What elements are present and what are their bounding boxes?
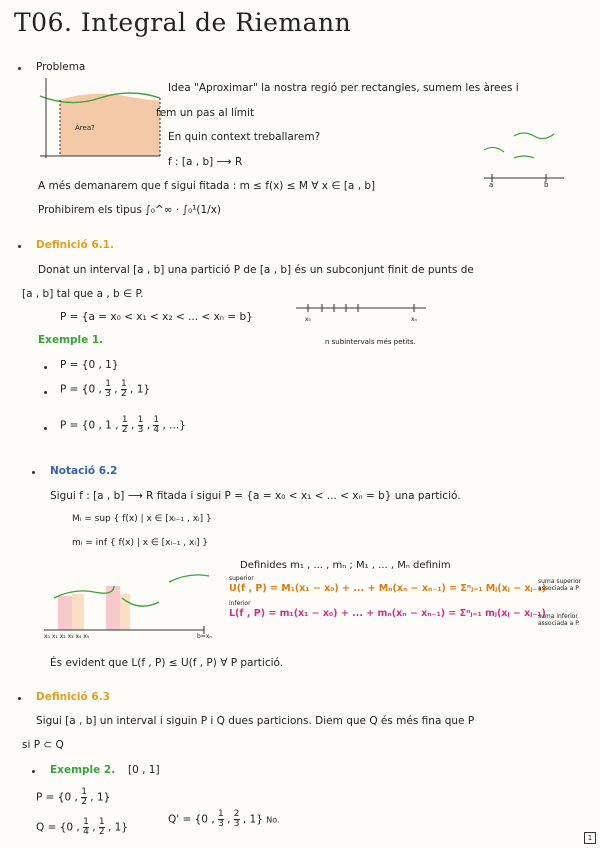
def61-heading: Definició 6.1. — [36, 239, 114, 251]
item2-tail: , 1} — [130, 383, 151, 396]
item3-prefix: P = {0 , 1 , — [60, 419, 119, 432]
fraction: $\frac{1}{3}$ — [105, 379, 111, 399]
problema-text4: A més demanarem que f sigui fitada : m ≤ f(x) ≤ M ∀ x ∈ [a , b] — [38, 180, 376, 192]
problema-heading: Problema — [36, 61, 86, 73]
partition-axis — [296, 300, 426, 322]
problema-text2: fem un pas al límit — [156, 107, 255, 119]
exemple2-P: P = {0 , $\frac{1}{2}$ , 1} — [36, 787, 111, 807]
exemple1-item1: P = {0 , 1} — [60, 359, 119, 371]
line-b-label: b — [544, 181, 549, 189]
line-a-label: a — [489, 181, 494, 189]
def61-formula: P = {a = x₀ < x₁ < x₂ < ... < xₙ = b} — [60, 311, 253, 323]
riemann-sum-graph — [44, 568, 214, 640]
exemple2-Q: Q = {0 , $\frac{1}{4}$ , $\frac{1}{2}$ , 1} — [36, 817, 128, 837]
fraction: $\frac{1}{4}$ — [153, 415, 160, 435]
def63-heading: Definició 6.3 — [36, 691, 110, 703]
item2-prefix: P = {0 , — [60, 383, 102, 396]
q2-note: No. — [266, 815, 280, 825]
exemple2-heading: Exemple 2. — [50, 764, 116, 776]
def61-note: n subintervals més petits. — [325, 338, 416, 346]
notacio62-heading: Notació 6.2 — [50, 465, 118, 477]
area-graph — [40, 78, 160, 163]
item3-tail: , ...} — [162, 419, 186, 432]
fraction: $\frac{1}{2}$ — [98, 817, 105, 837]
upper-tag: superior — [229, 575, 254, 582]
mi-definition: mᵢ = inf { f(x) | x ∈ [xᵢ₋₁ , xᵢ] } — [72, 538, 209, 548]
riemann-axis-labels: x₀ x₁ x₂ x₃ x₄ x₅ — [44, 633, 90, 640]
bullet — [18, 245, 21, 248]
problema-text3: En quin context treballarem? — [168, 131, 321, 143]
Mi-definition: Mᵢ = sup { f(x) | x ∈ [xᵢ₋₁ , xᵢ] } — [72, 514, 212, 524]
exemple1-item3: P = {0 , 1 , $\frac{1}{2}$ , $\frac{1}{3}$ , $\frac{1}{4}$ , ...} — [60, 415, 186, 435]
problema-text1: Idea "Aproximar" la nostra regió per rectangles, sumem les àrees i — [168, 82, 519, 94]
def61-text1: Donat un interval [a , b] una partició P de [a , b] és un subconjunt finit de punts de — [38, 264, 474, 276]
fraction: $\frac{1}{2}$ — [121, 415, 128, 435]
bullet — [44, 427, 47, 430]
fraction: $\frac{2}{3}$ — [233, 809, 240, 829]
upper-sum: U(f , P) = M₁(x₁ − x₀) + ... + Mₙ(xₙ − xₙ₋₁) = Σⁿⱼ₌₁ Mⱼ(xⱼ − xⱼ₋₁) — [229, 583, 547, 594]
fraction: $\frac{1}{2}$ — [81, 787, 87, 807]
axis-start-label: x₀ — [305, 316, 311, 323]
def63-text2: si P ⊂ Q — [22, 739, 64, 751]
def61-text2: [a , b] tal que a , b ∈ P. — [22, 288, 144, 300]
axis-end-label: xₙ — [411, 316, 417, 323]
bullet — [18, 697, 21, 700]
bounded-function-sketch — [484, 128, 564, 188]
riemann-axis-end: b=xₙ — [197, 633, 212, 640]
bullet — [18, 67, 21, 70]
evident-text: És evident que L(f , P) ≤ U(f , P) ∀ P partició. — [50, 657, 284, 669]
problema-text5: Prohibirem els tipus ∫₀^∞ · ∫₀¹(1/x) — [38, 204, 222, 216]
upper-note: suma superior associada a P — [538, 578, 582, 592]
notacio62-text1: Sigui f : [a , b] ⟶ R fitada i sigui P = {a = x₀ < x₁ < ... < xₙ = b} una partició. — [50, 490, 461, 502]
definides-text: Definides m₁ , ... , mₙ ; M₁ , ... , Mₙ definim — [240, 560, 451, 571]
lower-tag: inferior — [229, 600, 251, 607]
bullet — [44, 391, 47, 394]
bullet — [32, 471, 35, 474]
fraction: $\frac{1}{4}$ — [83, 817, 89, 837]
area-label: Àrea? — [75, 124, 95, 132]
fraction: $\frac{1}{3}$ — [137, 415, 144, 435]
fraction: $\frac{1}{2}$ — [120, 379, 127, 399]
exemple2-Q2: Q' = {0 , $\frac{1}{3}$ , $\frac{2}{3}$ , 1} No. — [168, 809, 280, 829]
fraction: $\frac{1}{3}$ — [218, 809, 224, 829]
lower-note: suma inferior associada a P. — [538, 613, 580, 627]
page-number: 1 — [584, 832, 596, 844]
bullet — [44, 366, 47, 369]
bullet — [32, 770, 35, 773]
def63-text1: Sigui [a , b] un interval i siguin P i Q dues particions. Diem que Q és més fina que P — [36, 715, 475, 727]
exemple1-item2: P = {0 , $\frac{1}{3}$ , $\frac{1}{2}$ , 1} — [60, 379, 151, 399]
problema-func: f : [a , b] ⟶ R — [168, 156, 243, 168]
exemple1-heading: Exemple 1. — [38, 334, 104, 346]
lower-sum: L(f , P) = m₁(x₁ − x₀) + ... + mₙ(xₙ − xₙ₋₁) = Σⁿⱼ₌₁ mⱼ(xⱼ − xⱼ₋₁) — [229, 608, 546, 619]
page-title: T06. Integral de Riemann — [14, 8, 352, 37]
exemple2-interval: [0 , 1] — [128, 764, 160, 776]
